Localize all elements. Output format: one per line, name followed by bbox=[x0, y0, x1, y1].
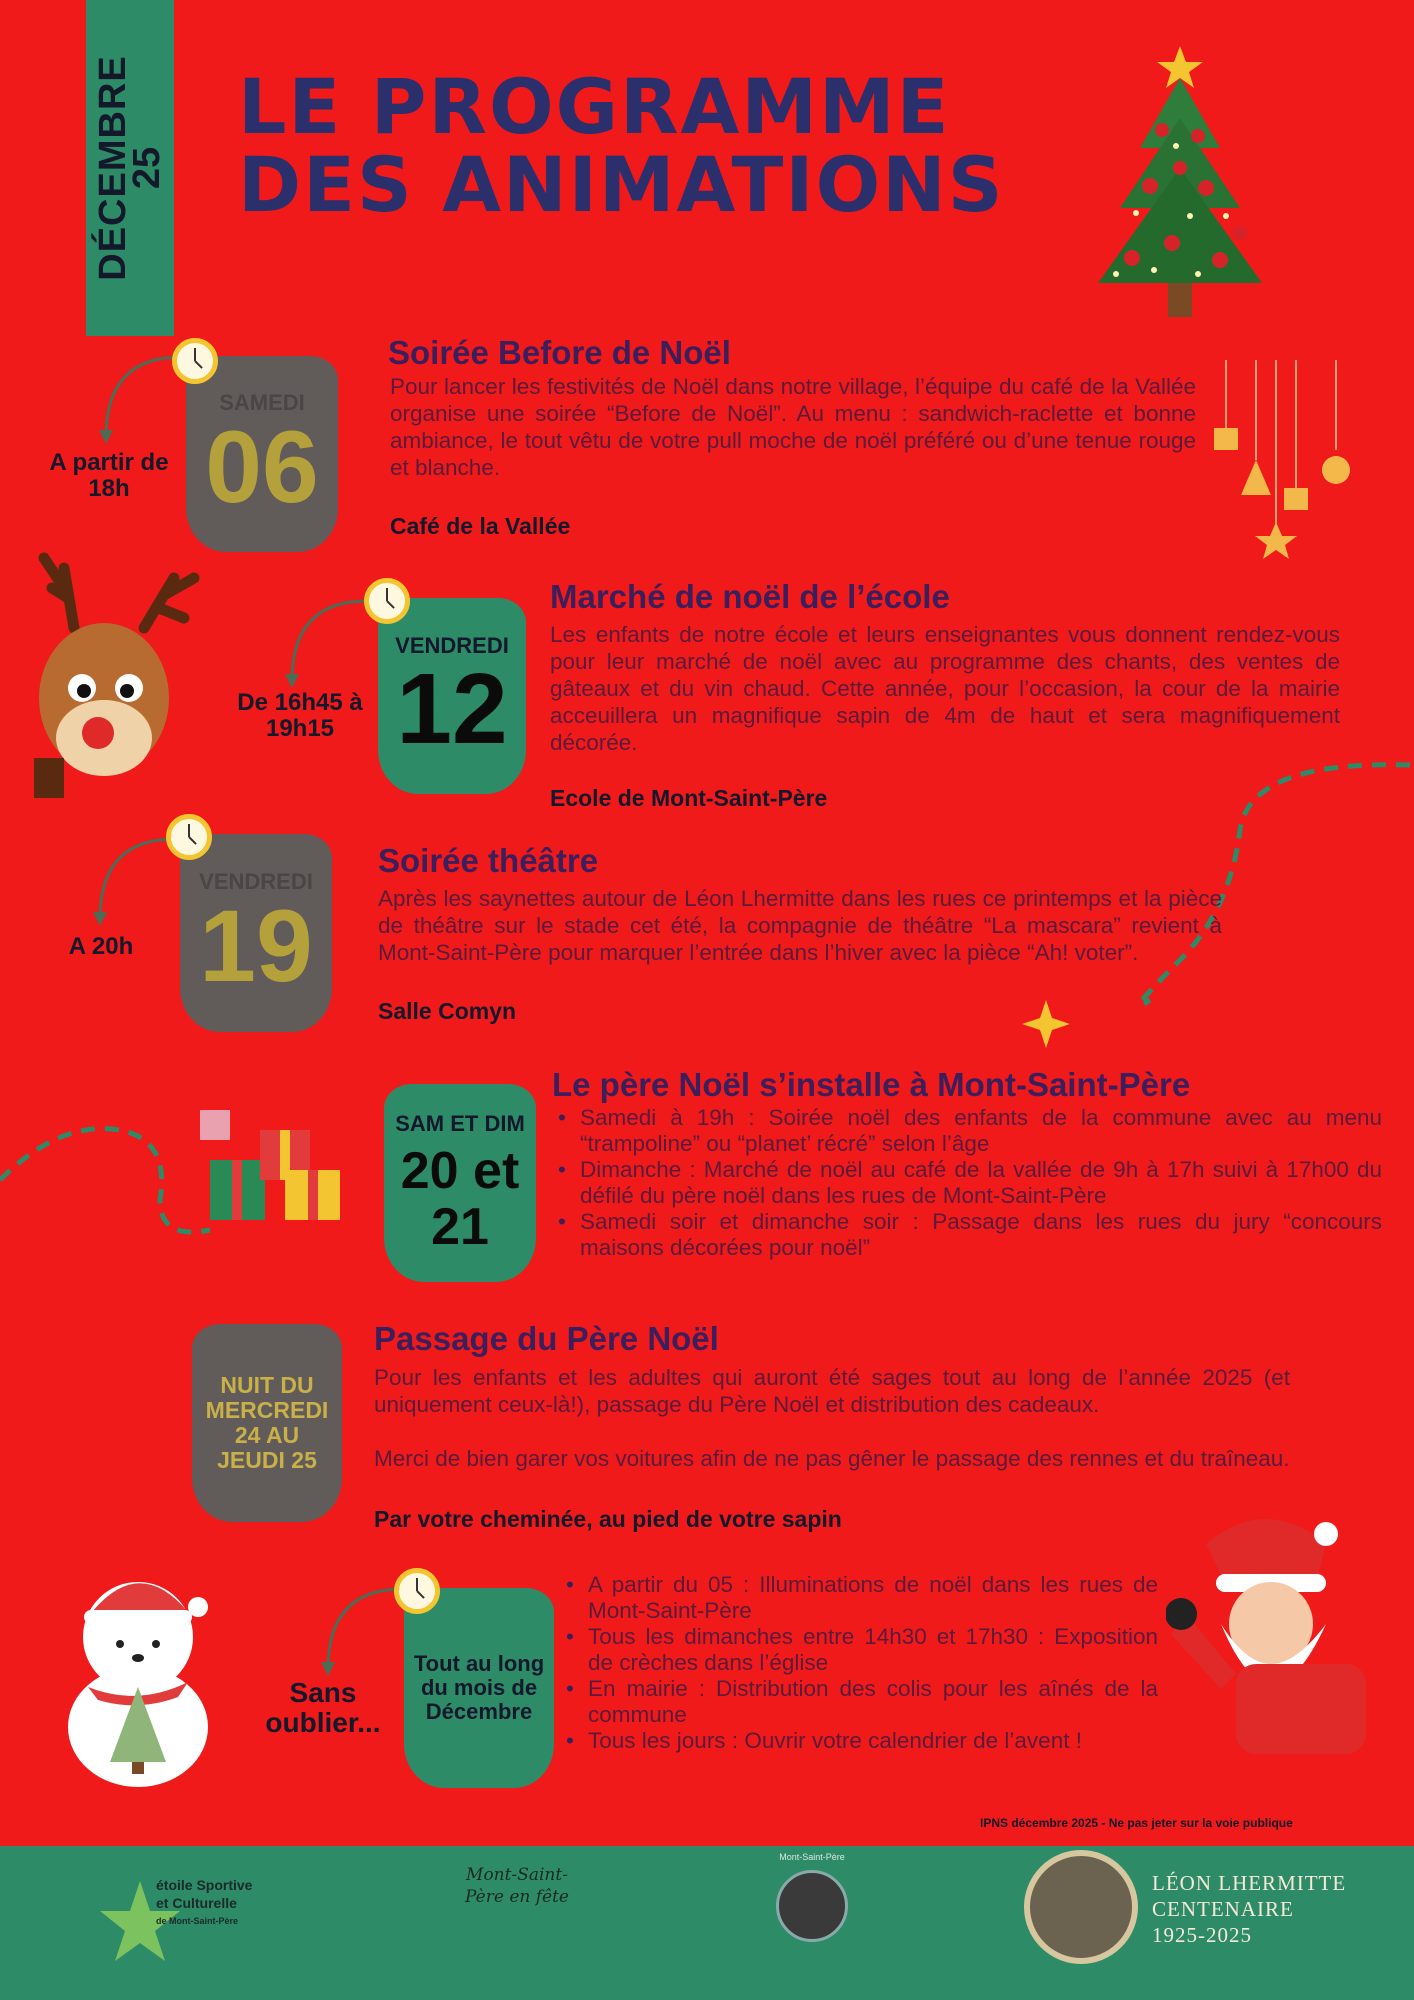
event2-day-number: 12 bbox=[396, 653, 508, 765]
logo-leon-lhermitte bbox=[1152, 1870, 1346, 1948]
list-item: • En mairie : Distribution des colis pour les aînés de la commune bbox=[560, 1676, 1158, 1728]
event3-time: A 20h bbox=[68, 933, 134, 960]
event5-description-2: Merci de bien garer vos voitures afin de ne pas gêner le passage des rennes et du traîneau. bbox=[374, 1446, 1290, 1471]
event6-day-label: Tout au long du mois de Décembre bbox=[413, 1651, 545, 1724]
event1-time: A partir de 18h bbox=[49, 449, 169, 502]
event4-date-block bbox=[384, 1084, 536, 1282]
logo-mont-saint-pere bbox=[762, 1852, 862, 1942]
month-label bbox=[92, 55, 168, 281]
logo4-line1: LÉON LHERMITTE bbox=[1152, 1871, 1347, 1895]
logo1-line3: de Mont-Saint-Père bbox=[156, 1916, 239, 1926]
event1-title: Soirée Before de Noël bbox=[388, 334, 731, 371]
month-year: 25 bbox=[126, 146, 168, 190]
month-tab bbox=[86, 0, 174, 336]
santa-icon bbox=[1166, 1514, 1386, 1754]
list-item: • Tous les dimanches entre 14h30 et 17h30 : Exposition de crèches dans l’église bbox=[560, 1624, 1158, 1676]
event1-place: Café de la Vallée bbox=[390, 513, 571, 539]
event2-description: Les enfants de notre école et leurs enseignantes vous donnent rendez-vous pour leur marché de noël avec au programme des chants, des ventes de gâteaux et du vin chaud. Cette année, pour l’occasion, la cour de la mairie acceuillera un magnifique sapin de 4m de haut et sera magnifiquement décorée. bbox=[550, 622, 1340, 755]
portrait-icon bbox=[776, 1870, 848, 1942]
event2-day-label: VENDREDI bbox=[395, 633, 509, 658]
event6-list bbox=[560, 1572, 1158, 1754]
event5-date-block bbox=[192, 1324, 342, 1522]
event1-description: Pour lancer les festivités de Noël dans notre village, l’équipe du café de la Vallée organise une soirée “Before de Noël”. Au menu : sandwich-raclette et bonne ambiance, le tout vêtu de votre pull moche de noël préféré ou d’une tenue rouge et blanche. bbox=[390, 374, 1196, 480]
event6-date-block bbox=[404, 1588, 554, 1788]
page-title bbox=[238, 62, 1118, 229]
event3-title: Soirée théâtre bbox=[378, 842, 599, 879]
logo4-line2: CENTENAIRE bbox=[1152, 1897, 1294, 1921]
event3-day-label: VENDREDI bbox=[199, 869, 313, 894]
event5-place: Par votre cheminée, au pied de votre sapin bbox=[374, 1506, 842, 1532]
event2-place: Ecole de Mont-Saint-Père bbox=[550, 785, 828, 811]
centenaire-medallion-icon bbox=[1024, 1850, 1138, 1964]
list-item: • Samedi soir et dimanche soir : Passage dans les rues du jury “concours maisons décorées pour noël” bbox=[552, 1209, 1382, 1261]
event2-date-block bbox=[378, 598, 526, 794]
clock-icon bbox=[394, 1568, 440, 1614]
logo1-line1: étoile Sportive bbox=[156, 1877, 253, 1893]
event3-day-number: 19 bbox=[199, 889, 313, 1003]
clock-icon bbox=[364, 578, 410, 624]
footer bbox=[0, 1846, 1414, 2000]
event6-time: Sans oublier... bbox=[265, 1677, 381, 1738]
polar-bear-icon bbox=[48, 1562, 228, 1792]
event4-day-number: 20 et 21 bbox=[400, 1142, 520, 1256]
event1-day-label: SAMEDI bbox=[219, 390, 305, 415]
hanging-ornaments-icon bbox=[1206, 360, 1376, 560]
list-item: • Tous les jours : Ouvrir votre calendrier de l’avent ! bbox=[560, 1728, 1158, 1754]
list-item: • Samedi à 19h : Soirée noël des enfants de la commune avec au menu “trampoline” ou “planet’ récré” selon l’âge bbox=[552, 1105, 1382, 1157]
event1-date-block bbox=[186, 356, 338, 552]
event3-description: Après les saynettes autour de Léon Lhermitte dans les rues ce printemps et la pièce de théâtre sur le stade cet été, la compagnie de théâtre “La mascara” revient à Mont-Saint-Père pour marquer l’entrée dans l’hiver avec la pièce “Ah! voter”. bbox=[378, 886, 1222, 965]
event5-day-label: NUIT DU MERCREDI 24 AU JEUDI 25 bbox=[205, 1372, 329, 1473]
title-line-1: LE PROGRAMME bbox=[238, 62, 951, 151]
christmas-tree-icon bbox=[1080, 38, 1280, 338]
event5-title: Passage du Père Noël bbox=[374, 1320, 719, 1357]
logo4-line3: 1925-2025 bbox=[1152, 1923, 1252, 1947]
event2-title: Marché de noël de l’école bbox=[550, 578, 950, 615]
reindeer-icon bbox=[34, 528, 204, 798]
footnote: IPNS décembre 2025 - Ne pas jeter sur la voie publique bbox=[980, 1816, 1293, 1830]
logo-mont-saint-pere-en-fete: Mont-Saint-Père en fête bbox=[465, 1865, 569, 1907]
event4-title: Le père Noël s’installe à Mont-Saint-Père bbox=[552, 1066, 1191, 1103]
list-item: • A partir du 05 : Illuminations de noël dans les rues de Mont-Saint-Père bbox=[560, 1572, 1158, 1624]
logo1-line2: et Culturelle bbox=[156, 1895, 237, 1911]
event3-place: Salle Comyn bbox=[378, 998, 517, 1024]
event2-time: De 16h45 à 19h15 bbox=[237, 689, 363, 742]
clock-icon bbox=[166, 814, 212, 860]
month-name: DÉCEMBRE bbox=[92, 55, 134, 281]
event1-day-number: 06 bbox=[205, 410, 319, 524]
event4-day-label: SAM ET DIM bbox=[395, 1111, 525, 1136]
list-item: • Dimanche : Marché de noël au café de la vallée de 9h à 17h suivi à 17h00 du défilé du père noël dans les rues de Mont-Saint-Père bbox=[552, 1157, 1382, 1209]
logo3-label: Mont-Saint-Père bbox=[779, 1852, 845, 1862]
title-line-2: DES ANIMATIONS bbox=[238, 140, 1005, 229]
event5-description: Pour les enfants et les adultes qui auront été sages tout au long de l’année 2025 (et uniquement ceux-là!), passage du Père Noël et distribution des cadeaux. bbox=[374, 1365, 1290, 1417]
event4-list bbox=[552, 1105, 1382, 1261]
logo-etoile-sportive bbox=[100, 1856, 270, 1986]
event3-date-block bbox=[180, 834, 332, 1032]
clock-icon bbox=[172, 338, 218, 384]
